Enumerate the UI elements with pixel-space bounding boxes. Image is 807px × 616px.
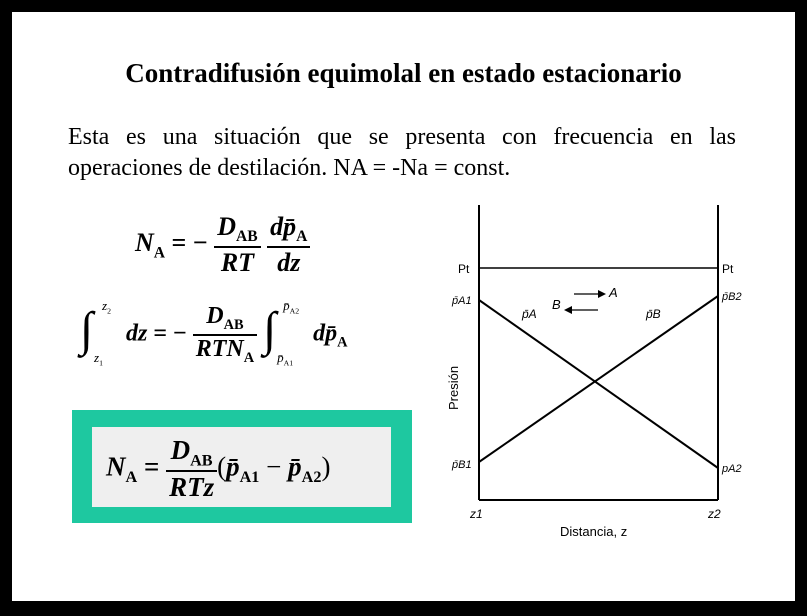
z2-label: z2	[708, 507, 721, 521]
flux-equation: $N_A$ = − $\frac{D_{AB}}{RT}$ $\frac{dp̄_A}{dz}$	[135, 212, 310, 278]
final-equation: $N_A$ = $\frac{D_{AB}}{\text{RTz}}$ ($p̄_{A1}$ − $p̄_{A2}$)	[92, 427, 391, 507]
y-axis-label: Presión	[446, 365, 461, 410]
pa1-label: p̄A1	[452, 295, 472, 307]
line-pa	[479, 300, 718, 468]
arrow-a-label: A	[609, 285, 618, 300]
pa2-label: pA2	[722, 463, 742, 475]
z1-label: z1	[470, 507, 483, 521]
pt-right-label: Pt	[722, 262, 734, 276]
x-axis-label: Distancia, z	[560, 524, 628, 539]
highlight-box	[72, 410, 412, 523]
line-pb	[479, 296, 718, 462]
diffusivity-fraction: $\frac{D_{AB}}{RT}$	[214, 212, 260, 278]
pressure-distance-diagram	[422, 200, 782, 560]
pb2-label: p̄B2	[722, 291, 742, 303]
gradient-fraction: $\frac{dp̄_A}{dz}$	[267, 212, 310, 278]
pb-line-label: p̄B	[646, 307, 661, 321]
arrow-b-label: B	[552, 297, 561, 312]
pa-line-label: p̄A	[522, 307, 537, 321]
slide-title: Contradifusión equimolal en estado estacionario	[125, 58, 682, 88]
pt-left-label: Pt	[458, 262, 470, 276]
arrow-a-head	[598, 290, 606, 298]
intro-paragraph: Esta es una situación que se presenta con frecuencia en las operaciones de destilación. NA = -Na = const.	[68, 124, 736, 181]
integral-equation: ∫ $z_2$ $z_1$ dz = − $\frac{D_{AB}}{RTN_A}$ ∫ $p̄_{A2}$ $p̄_{A1}$ $dp̄_A$	[80, 298, 348, 368]
arrow-b-head	[564, 306, 572, 314]
pb1-label: p̄B1	[452, 459, 472, 471]
